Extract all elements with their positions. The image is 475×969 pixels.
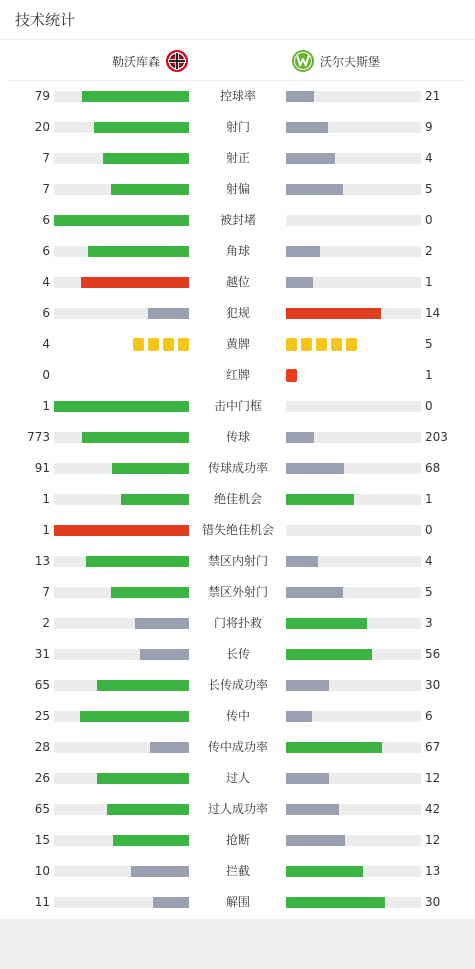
- leverkusen-logo-icon: [165, 49, 189, 73]
- home-bar-fill: [113, 835, 189, 846]
- away-value: 5: [425, 182, 433, 196]
- away-bar-fill: [286, 246, 320, 257]
- away-value: 0: [425, 213, 433, 227]
- home-value: 1: [42, 399, 50, 413]
- stat-row: [0, 422, 475, 453]
- away-value: 1: [425, 275, 433, 289]
- away-value: 203: [425, 430, 448, 444]
- away-value: 4: [425, 554, 433, 568]
- stat-row: [0, 174, 475, 205]
- stat-label: 禁区内射门: [207, 554, 268, 568]
- stat-label: 红牌: [225, 368, 250, 382]
- home-bar-track: [54, 215, 189, 226]
- away-bar-track: [286, 742, 421, 753]
- away-value: 12: [425, 833, 441, 847]
- stat-label: 拦截: [225, 864, 250, 878]
- away-bar-fill: [286, 680, 329, 691]
- stat-row: [0, 670, 475, 701]
- home-bar-fill: [103, 153, 189, 164]
- away-value: 9: [425, 120, 433, 134]
- stat-row: [0, 701, 475, 732]
- stat-label: 解围: [225, 895, 250, 909]
- away-value: 12: [425, 771, 441, 785]
- away-bar-track: [286, 680, 421, 691]
- home-bar-fill: [111, 184, 189, 195]
- stats-list: [0, 81, 475, 918]
- yellow-card-icon: [286, 338, 297, 351]
- home-value: 1: [42, 523, 50, 537]
- away-bar-track: [286, 494, 421, 505]
- away-bar-track: [286, 897, 421, 908]
- stat-row: [0, 763, 475, 794]
- home-bar-track: [54, 494, 189, 505]
- home-bar-fill: [111, 587, 189, 598]
- stat-row: [0, 267, 475, 298]
- home-bar-track: [54, 742, 189, 753]
- away-value: 5: [425, 337, 433, 351]
- home-value: 6: [42, 306, 50, 320]
- home-value: 1: [42, 492, 50, 506]
- away-bar-track: [286, 835, 421, 846]
- stat-label: 控球率: [219, 89, 256, 103]
- home-bar-fill: [82, 91, 189, 102]
- away-bar-fill: [286, 308, 381, 319]
- home-bar-fill: [54, 525, 189, 536]
- away-bar-fill: [286, 587, 343, 598]
- stat-label: 抢断: [225, 833, 250, 847]
- home-value: 65: [34, 802, 50, 816]
- stat-row: [0, 825, 475, 856]
- away-bar-fill: [286, 556, 318, 567]
- home-bar-fill: [107, 804, 189, 815]
- home-value: 6: [42, 213, 50, 227]
- wolfsburg-logo-icon: [291, 49, 315, 73]
- home-value: 4: [42, 337, 50, 351]
- away-bar-track: [286, 215, 421, 226]
- home-bar-fill: [153, 897, 189, 908]
- home-value: 10: [34, 864, 50, 878]
- home-bar-track: [54, 122, 189, 133]
- stat-label: 门将扑救: [213, 616, 262, 630]
- away-value: 56: [425, 647, 441, 661]
- away-bar-track: [286, 277, 421, 288]
- home-value: 25: [34, 709, 50, 723]
- away-bar-fill: [286, 494, 354, 505]
- stat-label: 过人成功率: [207, 802, 268, 816]
- stat-label: 绝佳机会: [213, 492, 262, 506]
- yellow-card-icon: [133, 338, 144, 351]
- home-bar-track: [54, 308, 189, 319]
- stat-label: 黄牌: [225, 337, 250, 351]
- red-card-icon: [286, 369, 297, 382]
- away-value: 67: [425, 740, 441, 754]
- away-bar-track: [286, 401, 421, 412]
- home-bar-track: [54, 804, 189, 815]
- home-bar-track: [54, 525, 189, 536]
- stat-label: 长传成功率: [207, 678, 268, 692]
- away-bar-track: [286, 804, 421, 815]
- stat-label: 击中门框: [213, 399, 262, 413]
- away-value: 14: [425, 306, 441, 320]
- away-value: 1: [425, 492, 433, 506]
- home-bar-fill: [135, 618, 189, 629]
- away-cards: [286, 338, 357, 351]
- home-bar-track: [54, 184, 189, 195]
- yellow-card-icon: [178, 338, 189, 351]
- away-team-name: 沃尔夫斯堡: [320, 54, 381, 69]
- home-bar-fill: [131, 866, 189, 877]
- away-bar-track: [286, 308, 421, 319]
- stat-row: [0, 329, 475, 360]
- stat-row: [0, 546, 475, 577]
- away-bar-track: [286, 866, 421, 877]
- home-bar-track: [54, 91, 189, 102]
- home-bar-track: [54, 587, 189, 598]
- away-bar-fill: [286, 618, 367, 629]
- stat-label: 长传: [225, 647, 250, 661]
- stat-row: [0, 391, 475, 422]
- away-value: 30: [425, 895, 441, 909]
- stat-row: [0, 205, 475, 236]
- away-bar-fill: [286, 897, 385, 908]
- away-bar-track: [286, 649, 421, 660]
- stat-label: 禁区外射门: [207, 585, 268, 599]
- yellow-card-icon: [346, 338, 357, 351]
- home-bar-fill: [121, 494, 189, 505]
- home-bar-track: [54, 835, 189, 846]
- away-bar-track: [286, 153, 421, 164]
- stat-row: [0, 577, 475, 608]
- home-value: 65: [34, 678, 50, 692]
- yellow-card-icon: [163, 338, 174, 351]
- away-value: 5: [425, 585, 433, 599]
- stat-label: 犯规: [225, 306, 250, 320]
- away-value: 13: [425, 864, 441, 878]
- home-bar-fill: [81, 277, 189, 288]
- away-value: 4: [425, 151, 433, 165]
- home-bar-track: [54, 897, 189, 908]
- away-bar-track: [286, 122, 421, 133]
- home-bar-fill: [54, 401, 189, 412]
- away-bar-track: [286, 246, 421, 257]
- away-value: 1: [425, 368, 433, 382]
- away-bar-fill: [286, 153, 335, 164]
- away-cards: [286, 369, 297, 382]
- home-value: 15: [34, 833, 50, 847]
- away-bar-track: [286, 463, 421, 474]
- away-value: 0: [425, 523, 433, 537]
- away-bar-fill: [286, 773, 329, 784]
- yellow-card-icon: [148, 338, 159, 351]
- stat-row: [0, 453, 475, 484]
- home-bar-fill: [54, 215, 189, 226]
- home-bar-fill: [88, 246, 189, 257]
- home-bar-fill: [112, 463, 189, 474]
- away-bar-fill: [286, 184, 343, 195]
- away-bar-track: [286, 525, 421, 536]
- away-value: 0: [425, 399, 433, 413]
- home-team-name: 勒沃库森: [111, 54, 160, 69]
- stat-label: 射偏: [225, 182, 250, 196]
- home-bar-track: [54, 556, 189, 567]
- home-bar-fill: [140, 649, 189, 660]
- home-team[interactable]: [112, 41, 189, 81]
- home-value: 7: [42, 585, 50, 599]
- stat-row: [0, 298, 475, 329]
- home-value: 4: [42, 275, 50, 289]
- home-bar-track: [54, 432, 189, 443]
- away-bar-fill: [286, 463, 344, 474]
- away-team[interactable]: [291, 41, 380, 81]
- away-bar-fill: [286, 711, 312, 722]
- home-bar-fill: [82, 432, 189, 443]
- stat-row: [0, 112, 475, 143]
- home-bar-track: [54, 680, 189, 691]
- home-value: 773: [27, 430, 50, 444]
- home-value: 2: [42, 616, 50, 630]
- home-bar-fill: [150, 742, 189, 753]
- teams-header: [8, 41, 466, 81]
- away-bar-fill: [286, 742, 382, 753]
- stat-row: [0, 360, 475, 391]
- stat-label: 传球: [225, 430, 250, 444]
- home-bar-fill: [97, 680, 189, 691]
- home-value: 7: [42, 151, 50, 165]
- away-bar-track: [286, 773, 421, 784]
- stat-row: [0, 732, 475, 763]
- away-bar-fill: [286, 649, 372, 660]
- away-bar-track: [286, 91, 421, 102]
- home-bar-track: [54, 153, 189, 164]
- away-value: 3: [425, 616, 433, 630]
- home-bar-fill: [94, 122, 189, 133]
- away-bar-track: [286, 618, 421, 629]
- home-value: 6: [42, 244, 50, 258]
- home-bar-track: [54, 866, 189, 877]
- away-value: 21: [425, 89, 441, 103]
- stat-row: [0, 515, 475, 546]
- away-bar-fill: [286, 835, 345, 846]
- away-bar-track: [286, 556, 421, 567]
- home-bar-track: [54, 649, 189, 660]
- home-value: 13: [34, 554, 50, 568]
- away-value: 42: [425, 802, 441, 816]
- stat-label: 被封堵: [219, 213, 256, 227]
- home-bar-track: [54, 618, 189, 629]
- stat-label: 射正: [225, 151, 250, 165]
- home-bar-track: [54, 277, 189, 288]
- stat-label: 过人: [225, 771, 250, 785]
- away-value: 30: [425, 678, 441, 692]
- stat-row: [0, 794, 475, 825]
- stat-label: 错失绝佳机会: [201, 523, 274, 537]
- home-value: 91: [34, 461, 50, 475]
- away-bar-track: [286, 184, 421, 195]
- stat-row: [0, 856, 475, 887]
- away-bar-fill: [286, 866, 363, 877]
- home-value: 79: [34, 89, 50, 103]
- stat-label: 传中: [225, 709, 250, 723]
- away-bar-fill: [286, 432, 314, 443]
- home-value: 0: [42, 368, 50, 382]
- home-value: 11: [34, 895, 50, 909]
- yellow-card-icon: [301, 338, 312, 351]
- home-value: 26: [34, 771, 50, 785]
- stat-label: 传球成功率: [207, 461, 268, 475]
- home-bar-track: [54, 401, 189, 412]
- stat-row: [0, 236, 475, 267]
- stat-row: [0, 484, 475, 515]
- stat-row: [0, 81, 475, 112]
- home-bar-fill: [148, 308, 189, 319]
- yellow-card-icon: [331, 338, 342, 351]
- home-value: 7: [42, 182, 50, 196]
- home-bar-track: [54, 711, 189, 722]
- section-title: 技术统计: [15, 11, 76, 29]
- stat-row: [0, 608, 475, 639]
- home-bar-fill: [86, 556, 189, 567]
- home-bar-fill: [80, 711, 189, 722]
- home-cards: [133, 338, 189, 351]
- stat-label: 越位: [225, 275, 250, 289]
- away-value: 2: [425, 244, 433, 258]
- home-bar-fill: [97, 773, 189, 784]
- stat-label: 射门: [225, 120, 250, 134]
- home-bar-track: [54, 463, 189, 474]
- stat-row: [0, 887, 475, 918]
- away-value: 6: [425, 709, 433, 723]
- away-bar-fill: [286, 804, 339, 815]
- away-bar-track: [286, 587, 421, 598]
- home-value: 20: [34, 120, 50, 134]
- away-bar-fill: [286, 91, 314, 102]
- home-value: 31: [34, 647, 50, 661]
- stat-row: [0, 143, 475, 174]
- away-bar-track: [286, 432, 421, 443]
- stat-label: 传中成功率: [207, 740, 268, 754]
- away-bar-fill: [286, 277, 313, 288]
- away-bar-track: [286, 711, 421, 722]
- away-bar-fill: [286, 122, 328, 133]
- stat-label: 角球: [225, 244, 250, 258]
- away-value: 68: [425, 461, 441, 475]
- home-value: 28: [34, 740, 50, 754]
- yellow-card-icon: [316, 338, 327, 351]
- home-bar-track: [54, 246, 189, 257]
- home-bar-track: [54, 773, 189, 784]
- section-header: [0, 0, 475, 40]
- stat-row: [0, 639, 475, 670]
